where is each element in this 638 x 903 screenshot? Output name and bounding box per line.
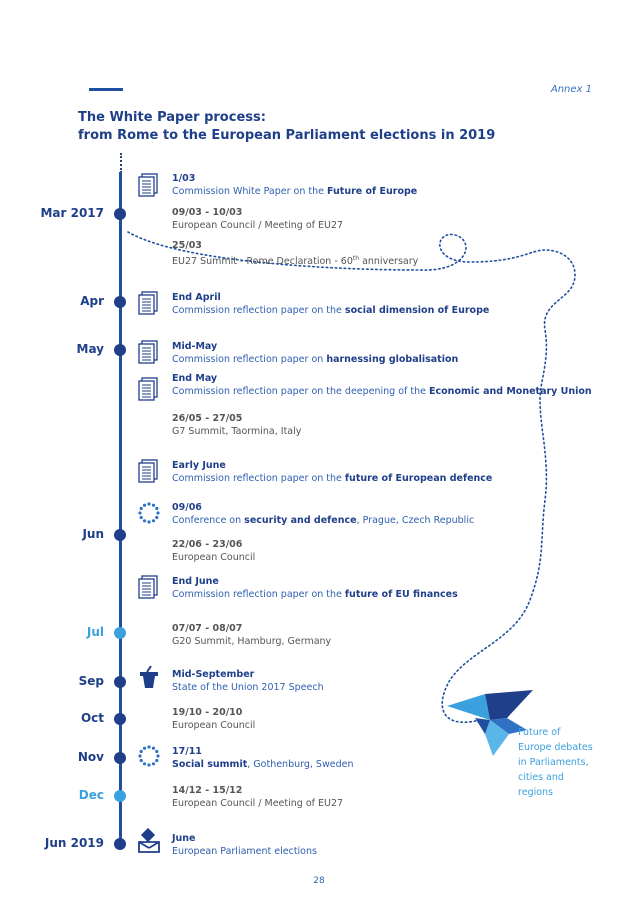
month-sep: Sep xyxy=(78,674,104,688)
page-title-line-2: from Rome to the European Parliament elections in 2019 xyxy=(78,128,496,143)
ballot-box-icon xyxy=(137,828,161,854)
month-nov: Nov xyxy=(77,750,104,764)
timeline-dot-jun-2019 xyxy=(114,838,126,850)
event-g7-summit: 26/05 - 27/05 G7 Summit, Taormina, Italy xyxy=(172,413,302,437)
page-number: 28 xyxy=(313,876,325,886)
dove-caption: Future of Europe debates in Parliaments, cities and regions xyxy=(518,727,593,798)
annex-label: Annex 1 xyxy=(550,84,592,95)
month-apr: Apr xyxy=(80,294,104,308)
timeline-dot-dec xyxy=(114,790,126,802)
timeline-dot-mar xyxy=(114,208,126,220)
event-state-of-union: Mid-September State of the Union 2017 Speech xyxy=(172,669,324,693)
timeline-dot-sep xyxy=(114,676,126,688)
document-icon xyxy=(137,377,159,401)
timeline-dot-nov xyxy=(114,752,126,764)
event-european-defence: Early June Commission reflection paper on the future of European defence xyxy=(172,460,493,484)
event-european-council-october: 19/10 - 20/10 European Council xyxy=(172,707,256,731)
month-oct: Oct xyxy=(80,711,104,725)
month-jun-2019: Jun 2019 xyxy=(44,836,104,850)
month-mar-2017: Mar 2017 xyxy=(40,206,104,220)
document-icon xyxy=(137,459,159,483)
event-g20-summit: 07/07 - 08/07 G20 Summit, Hamburg, Germany xyxy=(172,623,332,647)
month-jun: Jun xyxy=(82,527,104,541)
eu-stars-icon xyxy=(137,744,161,768)
event-social-summit: 17/11 Social summit, Gothenburg, Sweden xyxy=(172,746,354,770)
document-icon xyxy=(137,575,159,599)
event-emu: End May Commission reflection paper on the deepening of the Economic and Monetary Union xyxy=(172,373,592,397)
timeline-dot-oct xyxy=(114,713,126,725)
event-european-council-december: 14/12 - 15/12 European Council / Meeting of EU27 xyxy=(172,785,344,809)
document-icon xyxy=(137,340,159,364)
timeline-dot-jul xyxy=(114,627,126,639)
event-white-paper: 1/03 Commission White Paper on the Future of Europe xyxy=(172,173,418,197)
timeline-dot-may xyxy=(114,344,126,356)
timeline-dot-apr xyxy=(114,296,126,308)
month-jul: Jul xyxy=(86,625,104,639)
month-may: May xyxy=(76,342,104,356)
month-dec: Dec xyxy=(78,788,104,802)
document-icon xyxy=(137,291,159,315)
event-european-council-march: 09/03 - 10/03 European Council / Meeting of EU27 xyxy=(172,207,344,231)
document-icon xyxy=(137,173,159,197)
podium-icon xyxy=(137,664,161,690)
event-globalisation: Mid-May Commission reflection paper on harnessing globalisation xyxy=(172,341,459,365)
event-european-council-june: 22/06 - 23/06 European Council xyxy=(172,539,256,563)
event-rome-declaration: 25/03 EU27 Summit - Rome Declaration - 60th anniversary xyxy=(172,240,419,268)
event-security-conference: 09/06 Conference on security and defence, Prague, Czech Republic xyxy=(172,502,475,526)
timeline-dot-jun xyxy=(114,529,126,541)
event-parliament-elections: June European Parliament elections xyxy=(172,833,317,857)
event-eu-finances: End June Commission reflection paper on the future of EU finances xyxy=(172,576,458,600)
page-title-line-1: The White Paper process: xyxy=(78,110,266,125)
event-social-dimension: End April Commission reflection paper on the social dimension of Europe xyxy=(172,292,490,316)
eu-stars-icon xyxy=(137,501,161,525)
